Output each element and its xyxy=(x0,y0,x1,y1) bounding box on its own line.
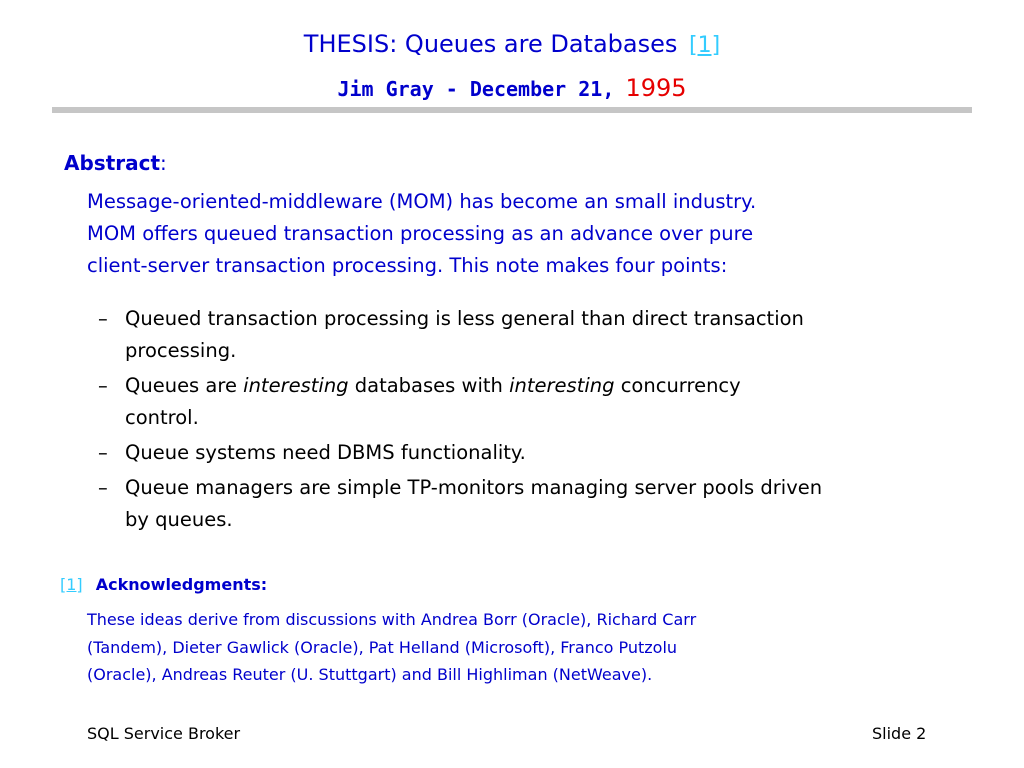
point-line: processing. xyxy=(125,339,237,362)
point-line xyxy=(125,370,998,402)
list-item xyxy=(98,472,998,536)
point-emphasis: interesting xyxy=(509,374,615,397)
title-text: THESIS: Queues are Databases xyxy=(303,30,678,58)
point-line: by queues. xyxy=(125,508,233,531)
author-date: Jim Gray - December 21, xyxy=(337,77,615,101)
abstract-line: MOM offers queued transaction processing as an advance over pure xyxy=(87,222,754,245)
abstract-line: Message-oriented-middleware (MOM) has become an small industry. xyxy=(87,190,757,213)
point-line: Queue systems need DBMS functionality. xyxy=(125,441,526,464)
bullet-dash: – xyxy=(98,476,108,499)
bullet-dash: – xyxy=(98,307,108,330)
title-footnote-link[interactable]: [1] xyxy=(689,33,721,58)
slide-title xyxy=(0,30,1024,58)
year: 1995 xyxy=(625,74,687,102)
point-line: Queued transaction processing is less general than direct transaction xyxy=(125,307,804,330)
abstract-body xyxy=(87,186,987,282)
list-item xyxy=(98,437,998,469)
acknowledgments-footnote-link[interactable]: [1] xyxy=(60,575,83,594)
acknowledgments-heading xyxy=(60,575,267,594)
point-text: concurrency xyxy=(614,374,741,397)
title-divider xyxy=(52,107,972,113)
footer-presentation-title: SQL Service Broker xyxy=(87,724,241,743)
point-text: databases with xyxy=(348,374,510,397)
acknowledgments-label: Acknowledgments: xyxy=(95,575,268,594)
slide-subtitle xyxy=(0,74,1024,102)
abstract-heading-colon: : xyxy=(160,151,167,175)
abstract-heading-label: Abstract xyxy=(64,151,161,175)
acknowledgments-line: (Oracle), Andreas Reuter (U. Stuttgart) and Bill Highliman (NetWeave). xyxy=(87,665,653,684)
acknowledgments-line: These ideas derive from discussions with Andrea Borr (Oracle), Richard Carr xyxy=(87,610,697,629)
footer-slide-number: Slide 2 xyxy=(872,724,927,743)
points-list xyxy=(98,303,998,539)
acknowledgments-line: (Tandem), Dieter Gawlick (Oracle), Pat Helland (Microsoft), Franco Putzolu xyxy=(87,637,678,657)
point-emphasis: interesting xyxy=(243,374,349,397)
point-line: Queue managers are simple TP-monitors managing server pools driven xyxy=(125,476,823,499)
bullet-dash: – xyxy=(98,374,108,397)
list-item xyxy=(98,370,998,434)
point-text: Queues are xyxy=(125,374,244,397)
point-line: control. xyxy=(125,406,199,429)
list-item xyxy=(98,303,998,367)
abstract-line: client-server transaction processing. This note makes four points: xyxy=(87,254,728,277)
acknowledgments-body xyxy=(87,606,987,689)
abstract-heading xyxy=(64,151,167,175)
bullet-dash: – xyxy=(98,441,108,464)
